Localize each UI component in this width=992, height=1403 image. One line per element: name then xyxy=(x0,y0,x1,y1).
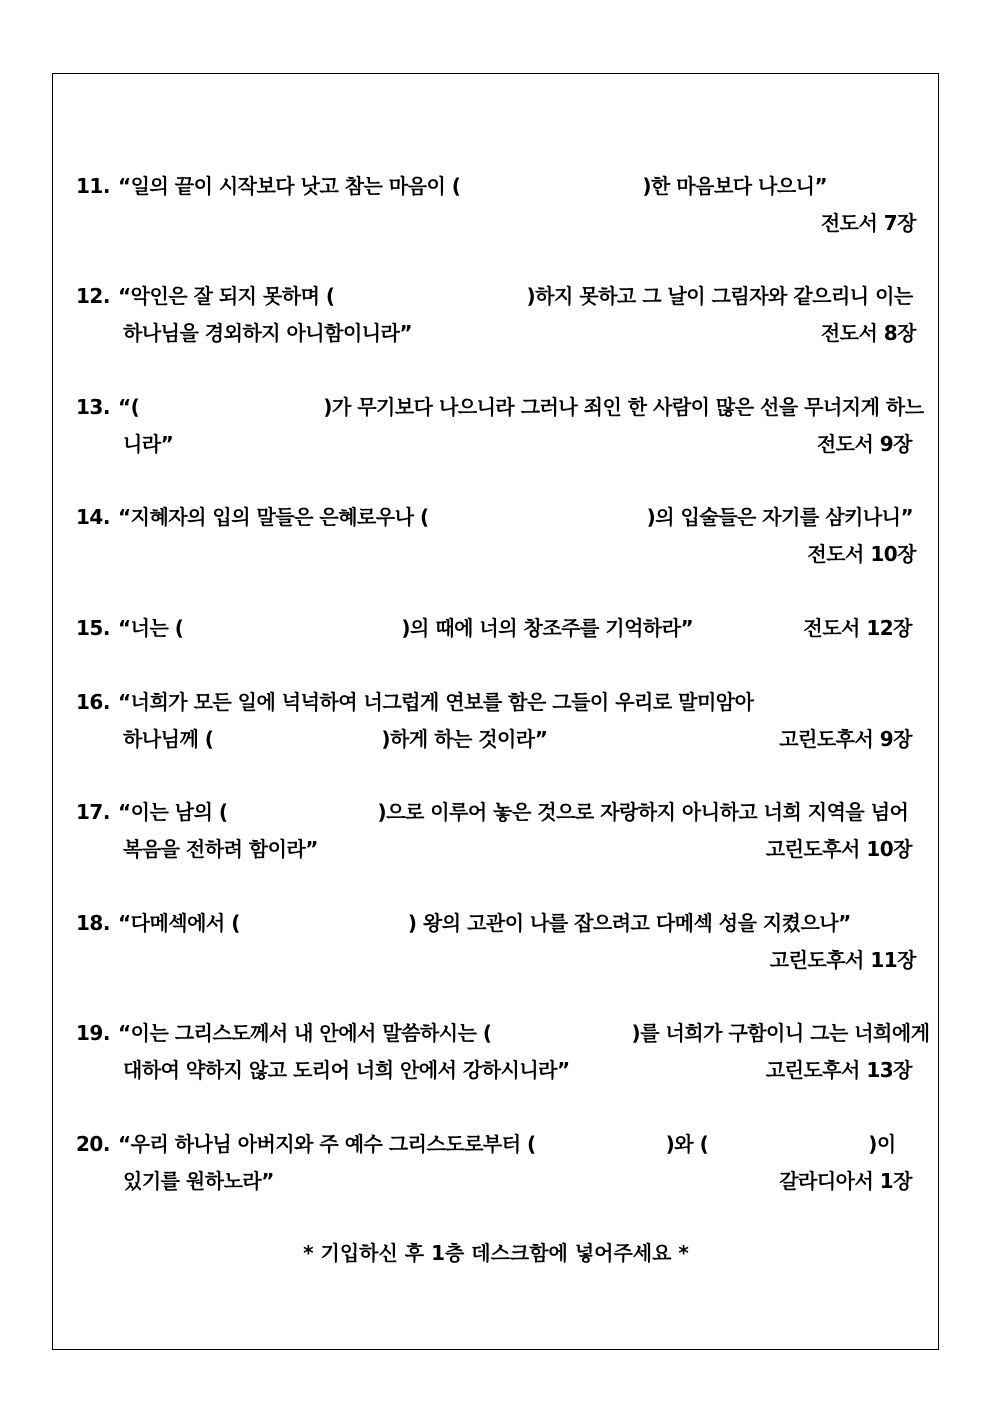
scripture-reference: 전도서 8장 xyxy=(820,321,916,345)
question-text: )하지 못하고 그 날이 그림자와 같으리니 이는 xyxy=(526,284,913,308)
scripture-reference: 고린도후서 9장 xyxy=(779,727,912,751)
scripture-reference: 고린도후서 13장 xyxy=(765,1058,912,1082)
question-12 xyxy=(76,278,916,352)
question-number: 12. xyxy=(76,284,110,308)
question-text: )으로 이루어 놓은 것으로 자랑하지 아니하고 너희 지역을 넘어 xyxy=(377,800,909,824)
question-text: “일의 끝이 시작보다 낫고 참는 마음이 ( xyxy=(118,174,461,198)
question-number: 20. xyxy=(76,1132,110,1156)
question-number: 13. xyxy=(76,395,110,419)
question-18 xyxy=(76,905,916,979)
question-number: 18. xyxy=(76,911,110,935)
question-text: “너희가 모든 일에 넉넉하여 너그럽게 연보를 함은 그들이 우리로 말미암아 xyxy=(118,690,754,714)
question-text: )하게 하는 것이라” xyxy=(381,727,548,751)
scripture-reference: 갈라디아서 1장 xyxy=(779,1169,912,1193)
question-text: 하나님께 ( xyxy=(123,727,214,751)
question-text: “지혜자의 입의 말들은 은혜로우나 ( xyxy=(118,505,429,529)
question-11 xyxy=(76,168,916,242)
question-text: )를 너희가 구함이니 그는 너희에게 xyxy=(631,1021,930,1045)
question-text: )가 무기보다 나으니라 그러나 죄인 한 사람이 많은 선을 무너지게 하느 xyxy=(323,395,924,419)
question-text: “너는 ( xyxy=(118,616,184,640)
scripture-reference: 전도서 7장 xyxy=(820,211,916,235)
question-text: 있기를 원하노라” xyxy=(123,1169,274,1193)
question-text: )이 xyxy=(868,1132,896,1156)
scripture-reference: 전도서 12장 xyxy=(803,616,912,640)
question-number: 11. xyxy=(76,174,110,198)
question-13 xyxy=(76,389,924,463)
question-14 xyxy=(76,499,916,573)
question-number: 19. xyxy=(76,1021,110,1045)
question-text: ) 왕의 고관이 나를 잡으려고 다메섹 성을 지켰으나” xyxy=(407,911,851,935)
submission-note: * 기입하신 후 1층 데스크함에 넣어주세요 * xyxy=(303,1241,689,1265)
question-text: “( xyxy=(118,395,140,419)
question-text: “우리 하나님 아버지와 주 예수 그리스도로부터 ( xyxy=(118,1132,536,1156)
question-text: )와 ( xyxy=(665,1132,709,1156)
question-19 xyxy=(76,1015,930,1089)
question-text: 하나님을 경외하지 아니함이니라” xyxy=(123,321,413,345)
question-15 xyxy=(76,610,916,647)
question-text: 복음을 전하려 함이라” xyxy=(123,837,318,861)
scripture-reference: 고린도후서 10장 xyxy=(765,837,912,861)
question-number: 16. xyxy=(76,690,110,714)
question-text: “악인은 잘 되지 못하며 ( xyxy=(118,284,335,308)
question-text: “다메섹에서 ( xyxy=(118,911,240,935)
scripture-reference: 전도서 9장 xyxy=(816,432,912,456)
question-number: 14. xyxy=(76,505,110,529)
scripture-reference: 전도서 10장 xyxy=(807,542,916,566)
question-20 xyxy=(76,1126,916,1200)
question-text: 니라” xyxy=(123,432,174,456)
question-number: 15. xyxy=(76,616,110,640)
scripture-reference: 고린도후서 11장 xyxy=(769,948,916,972)
question-text: “이는 그리스도께서 내 안에서 말씀하시는 ( xyxy=(118,1021,492,1045)
question-16 xyxy=(76,684,916,758)
question-text: )의 때에 너의 창조주를 기억하라” xyxy=(401,616,694,640)
question-number: 17. xyxy=(76,800,110,824)
question-text: 대하여 약하지 않고 도리어 너희 안에서 강하시니라” xyxy=(123,1058,570,1082)
question-17 xyxy=(76,794,916,868)
question-text: )의 입술들은 자기를 삼키나니” xyxy=(646,505,914,529)
question-text: “이는 남의 ( xyxy=(118,800,228,824)
question-text: )한 마음보다 나으니” xyxy=(642,174,828,198)
